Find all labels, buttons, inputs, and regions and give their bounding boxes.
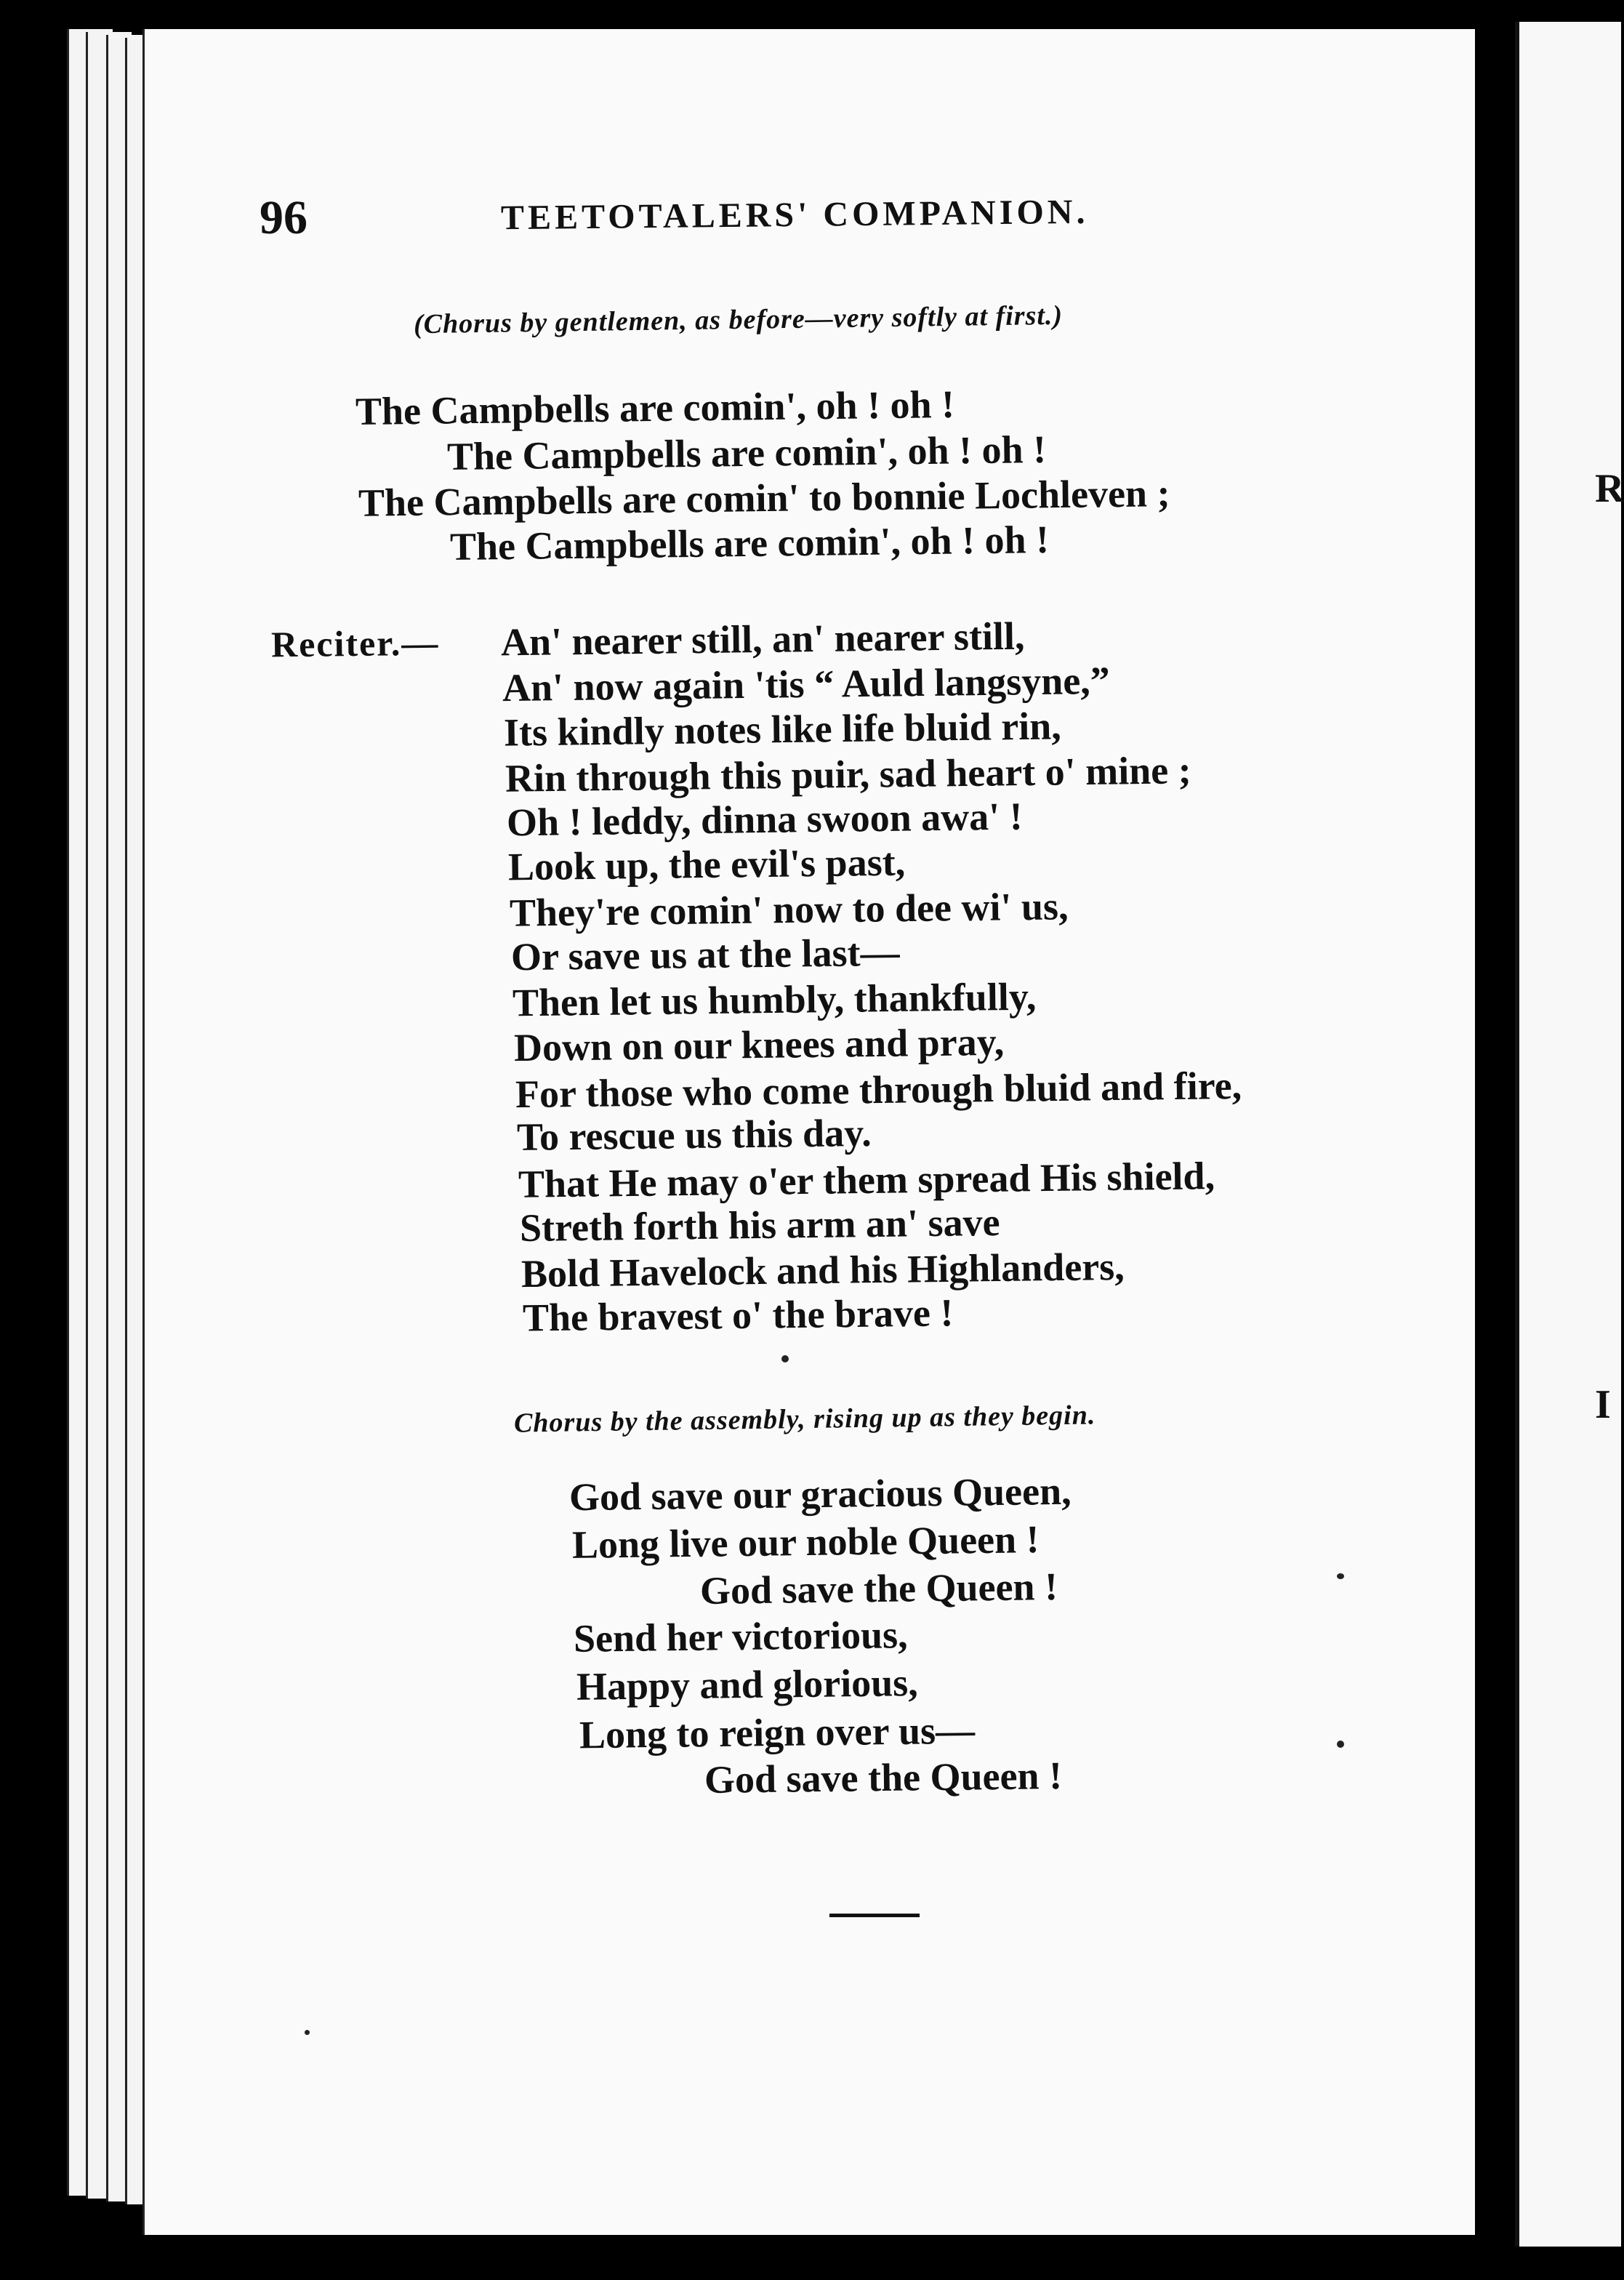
stage-direction: Chorus by the assembly, rising up as they begin. bbox=[513, 1400, 1096, 1439]
adjacent-page-letter: I bbox=[1595, 1382, 1611, 1427]
verse-line: The bravest o' the brave ! bbox=[522, 1290, 954, 1340]
verse-line: Send her victorious, bbox=[573, 1613, 908, 1661]
verse-line: They're comin' now to dee wi' us, bbox=[509, 884, 1069, 935]
verse-line: Rin through this puir, sad heart o' mine ; bbox=[505, 748, 1192, 800]
verse-line: Long live our noble Queen ! bbox=[571, 1517, 1040, 1567]
verse-line: The Campbells are comin', oh ! oh ! bbox=[355, 382, 955, 434]
verse-line: An' nearer still, an' nearer still, bbox=[500, 614, 1025, 665]
verse-line: An' now again 'tis “ Auld langsyne,” bbox=[502, 658, 1111, 710]
running-head: TEETOTALERS' COMPANION. bbox=[500, 192, 1089, 238]
verse-line: Long to reign over us— bbox=[579, 1708, 976, 1757]
verse-line: To rescue us this day. bbox=[516, 1111, 872, 1159]
verse-line: Look up, the evil's past, bbox=[507, 840, 906, 889]
verse-line: Streth forth his arm an' save bbox=[519, 1200, 1000, 1251]
verse-line: For those who come through bluid and fire, bbox=[515, 1063, 1242, 1117]
end-rule bbox=[829, 1914, 920, 1917]
speaker-label: Reciter.— bbox=[270, 622, 440, 665]
stage-direction: (Chorus by gentlemen, as before—very softly at first.) bbox=[413, 300, 1064, 340]
adjacent-page-letter: R bbox=[1595, 466, 1624, 511]
verse-line: Happy and glorious, bbox=[576, 1661, 919, 1709]
ink-speck bbox=[781, 1355, 789, 1362]
verse-line: Bold Havelock and his Highlanders, bbox=[520, 1244, 1125, 1296]
verse-line: God save the Queen ! bbox=[699, 1564, 1058, 1613]
verse-line: The Campbells are comin', oh ! oh ! bbox=[446, 427, 1047, 479]
verse-line: The Campbells are comin' to bonnie Lochleven ; bbox=[358, 471, 1170, 525]
verse-line: Oh ! leddy, dinna swoon awa' ! bbox=[506, 794, 1024, 845]
ink-speck bbox=[1337, 1741, 1344, 1748]
verse-line: Down on our knees and pray, bbox=[513, 1019, 1005, 1070]
verse-line: Its kindly notes like life bluid rin, bbox=[503, 704, 1062, 755]
verse-line: God save the Queen ! bbox=[704, 1753, 1063, 1802]
ink-speck bbox=[1337, 1573, 1344, 1579]
page-number: 96 bbox=[260, 191, 307, 244]
verse-line: The Campbells are comin', oh ! oh ! bbox=[449, 517, 1050, 569]
book-page bbox=[142, 29, 1475, 2235]
verse-line: Or save us at the last— bbox=[510, 930, 900, 979]
verse-line: God save our gracious Queen, bbox=[568, 1469, 1072, 1520]
verse-line: Then let us humbly, thankfully, bbox=[512, 974, 1037, 1025]
ink-speck bbox=[305, 2030, 310, 2035]
verse-line: That He may o'er them spread His shield, bbox=[518, 1154, 1215, 1206]
adjacent-page bbox=[1515, 22, 1624, 2247]
